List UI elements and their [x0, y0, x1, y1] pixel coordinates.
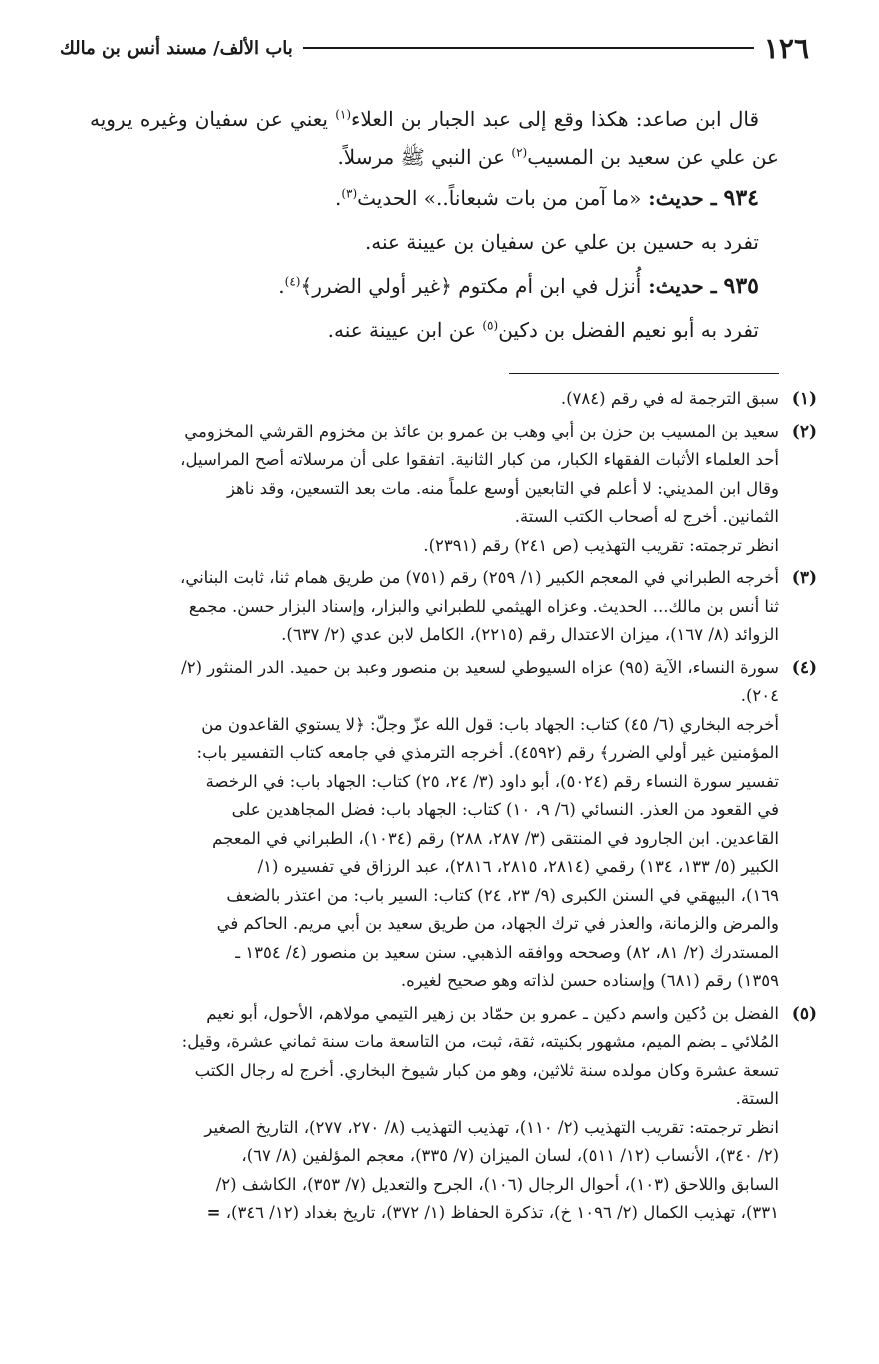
footnote-ref: (٥): [482, 318, 499, 333]
footnote-line: ١٦٩)، البيهقي في السنن الكبرى (٩/ ٢٣، ٢٤) كتاب: السير باب: من اعتذر بالضعف: [226, 885, 779, 905]
footnote-line: سعيد بن المسيب بن حزن بن أبي وهب بن عمرو بن عائذ بن مخزوم القرشي المخزومي: [184, 421, 779, 441]
footnote-ref: (٣): [341, 186, 358, 201]
footnote-line: ٣٣١)، تهذيب الكمال (٢/ ١٠٩٦ خ)، تذكرة الحفاظ (١/ ٣٧٢)، تاريخ بغداد (١٢/ ٣٤٦)، =: [206, 1203, 779, 1222]
footnote-1: [48, 385, 817, 414]
footnote-line: ثنا أنس بن مالك... الحديث. وعزاه الهيثمي للطبراني والبزار، وإسناد البزار حسن. مجمع: [188, 596, 779, 616]
footnote-line: أخرجه الطبراني في المعجم الكبير (١/ ٢٥٩) رقم (٧٥١) من طريق همام ثنا، ثابت البناني،: [180, 568, 779, 587]
intro-paragraph: قال ابن صاعد: هكذا وقع إلى عبد الجبار بن العلاء$^{(١)}$ يعني عن سفيان وغيره يرويه عن علي عن سعيد بن المسيب$^{(٢)}$ عن النبي ﷺ مرسلاً.: [90, 107, 779, 169]
footnote-number: (٥): [791, 1003, 817, 1024]
footnote-line: المُلائي ـ بضم الميم، مشهور بكنيته، ثقة، ثبت، من التاسعة مات سنة ثماني عشرة، وقيل:: [181, 1032, 779, 1051]
footnote-line: الكبير (٥/ ١٣٣، ١٣٤) رقمي (٢٨١٤، ٢٨١٥، ٢٨١٦)، عبد الرزاق في تفسيره (١/: [257, 857, 779, 876]
page-number: ١٢٦: [763, 31, 809, 65]
hadith-label: ـ حديث:: [641, 186, 724, 210]
footnote-ref: (٢): [511, 145, 528, 160]
footnote-line: في القعود من العذر. النسائي (٦/ ٩، ١٠) كتاب: الجهاد باب: فضل المجاهدين على: [231, 800, 779, 819]
footnote-ref: (٤): [284, 274, 301, 289]
footnote-line: وقال ابن المديني: لا أعلم في التابعين أوسع علماً منه. مات بعد التسعين، وقد ناهز: [227, 478, 779, 498]
hadith-934: ٩٣٤ ـ حديث: «ما آمن من بات شبعاناً..» الحديث$^{(٣)}$.: [334, 185, 759, 211]
hadith-number: ٩٣٥: [723, 273, 759, 299]
footnote-line: تسعة عشرة وكان مولده سنة ثلاثين، وهو من كبار شيوخ البخاري. أخرج له رجال الكتب: [194, 1060, 779, 1080]
footnote-number: (١): [791, 389, 817, 409]
footnotes: [48, 385, 817, 1228]
running-header: [60, 28, 809, 68]
footnote-number: (٤): [791, 657, 817, 678]
footnote-line: انظر ترجمته: تقريب التهذيب (٢/ ١١٠)، تهذيب التهذيب (٨/ ٢٧٠، ٢٧٧)، التاريخ الصغير: [204, 1117, 779, 1137]
hadith-935: ٩٣٥ ـ حديث: أُنزل في ابن أم مكتوم ﴿غير أولي الضرر﴾$^{(٤)}$.: [278, 273, 759, 299]
footnote-line: الثمانين. أخرج له أصحاب الكتب الستة.: [514, 507, 779, 526]
footnote-line: السابق واللاحق (١٠٣)، أحوال الرجال (١٠٦)، الجرح والتعديل (٧/ ٣٥٣)، الكاشف (٢/: [215, 1174, 779, 1194]
footnote-line: سبق الترجمة له في رقم (٧٨٤).: [560, 389, 779, 408]
footnote-line: ٢٠٤).: [740, 686, 779, 705]
footnote-line: الفضل بن دُكين واسم دكين ـ عمرو بن حمّاد بن زهير التيمي مولاهم، الأحول، أبو نعيم: [206, 1003, 779, 1023]
hadith-number: ٩٣٤: [723, 185, 759, 211]
hadith-text: «ما آمن من بات شبعاناً..» الحديث: [357, 186, 642, 210]
footnote-2: [48, 418, 817, 561]
footnote-number: (٢): [791, 421, 817, 442]
hadith-text: أُنزل في ابن أم مكتوم ﴿غير أولي الضرر﴾: [300, 274, 642, 298]
footnote-line: القاعدين. ابن الجارود في المنتقى (٣/ ٢٨٧، ٢٨٨) رقم (١٠٣٤)، الطبراني في المعجم: [212, 828, 779, 848]
hadith-934-note: تفرد به حسين بن علي عن سفيان بن عيينة عنه.: [364, 230, 759, 254]
footnote-5: [48, 1000, 817, 1228]
footnote-line: الستة.: [735, 1089, 779, 1108]
footnote-line: أخرجه البخاري (٦/ ٤٥) كتاب: الجهاد باب: قول الله عزّ وجلّ: ﴿لا يستوي القاعدون من: [201, 714, 779, 734]
hadith-label: ـ حديث:: [641, 274, 724, 298]
footnote-3: [48, 564, 817, 650]
footnote-line: الزوائد (٨/ ١٦٧)، ميزان الاعتدال رقم (٢٢١٥)، الكامل لابن عدي (٢/ ٦٣٧).: [281, 625, 779, 644]
chapter-title: باب الألف/ مسند أنس بن مالك: [60, 37, 293, 59]
footnote-line: انظر ترجمته: تقريب التهذيب (ص ٢٤١) رقم (٢٣٩١).: [423, 535, 779, 555]
footnote-number: (٣): [791, 568, 817, 588]
footnote-line: أحد العلماء الأثبات الفقهاء الكبار، من كبار الثانية. اتفقوا على أن مرسلاته أصح المراسيل،: [180, 450, 779, 469]
footnote-ref: (١): [335, 107, 352, 122]
continuation-mark: =: [206, 1203, 221, 1222]
main-text: [90, 100, 779, 352]
footnote-4: [48, 654, 817, 996]
hadith-935-note: تفرد به أبو نعيم الفضل بن دكين$^{(٥)}$ عن ابن عيينة عنه.: [327, 318, 759, 342]
footnote-line: المستدرك (٢/ ٨١، ٨٢) وصححه ووافقه الذهبي. سنن سعيد بن منصور (٤/ ١٣٥٤ ـ: [235, 942, 779, 962]
footnote-line: سورة النساء، الآية (٩٥) عزاه السيوطي لسعيد بن منصور وعبد بن حميد. الدر المنثور (٢/: [181, 657, 779, 677]
footnote-line: المؤمنين غير أولي الضرر﴾ رقم (٤٥٩٢). أخرجه الترمذي في جامعه كتاب التفسير باب:: [196, 743, 779, 762]
footnote-separator: [509, 373, 779, 374]
footnote-line: (٢/ ٣٤٠)، الأنساب (١٢/ ٥١١)، لسان الميزان (٧/ ٣٣٥)، معجم المؤلفين (٨/ ٦٧)،: [241, 1146, 779, 1165]
header-rule: [303, 47, 754, 49]
footnote-line: والمرض والزمانة، والعذر في ترك الجهاد، من طريق سعيد بن أبي مريم. الحاكم في: [216, 914, 779, 933]
footnote-line: تفسير سورة النساء رقم (٥٠٢٤)، أبو داود (٣/ ٢٤، ٢٥) كتاب: الجهاد باب: في الرخصة: [205, 771, 779, 791]
footnote-line: ١٣٥٩) رقم (٦٨١) وإسناده حسن لذاته وهو صحيح لغيره.: [400, 971, 779, 990]
